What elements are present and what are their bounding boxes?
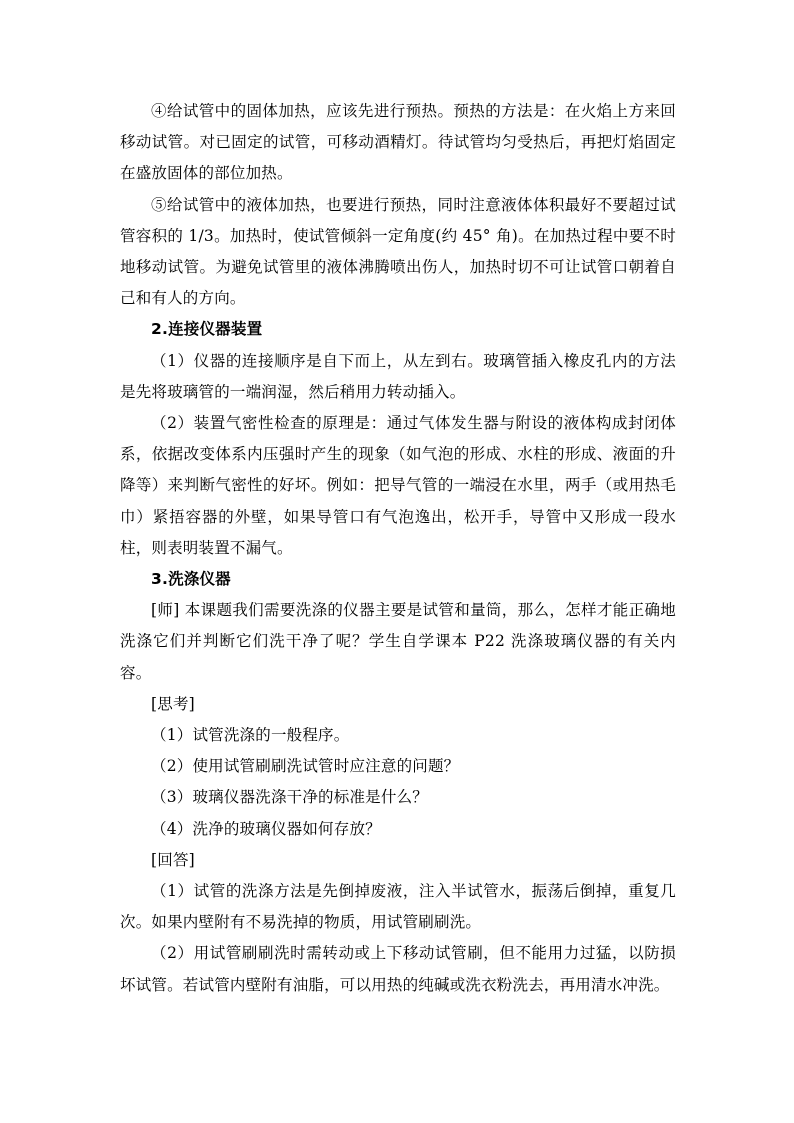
paragraph-airtightness-check: （2）装置气密性检查的原理是：通过气体发生器与附设的液体构成封闭体系，依据改变体系内压强时产生的现象（如气泡的形成、水柱的形成、液面的升降等）来判断气密性的好坏。例如：把导气管的一端浸在水里，两手（或用热毛巾）紧捂容器的外壁，如果导管口有气泡逸出，松开手，导管中又形成一段水柱，则表明装置不漏气。 xyxy=(120,414,676,557)
paragraph-connection-order: （1）仪器的连接顺序是自下而上，从左到右。玻璃管插入橡皮孔内的方法是先将玻璃管的一端润湿，然后稍用力转动插入。 xyxy=(120,351,676,401)
label-think: [思考] xyxy=(151,694,195,713)
section-heading-connect-apparatus: 2.连接仪器装置 xyxy=(151,320,263,339)
question-item-4: （4）洗净的玻璃仪器如何存放？ xyxy=(151,819,381,838)
paragraph-teacher-intro: [师] 本课题我们需要洗涤的仪器主要是试管和量筒，那么，怎样才能正确地洗涤它们并判断它们洗干净了呢？学生自学课本 P22 洗涤玻璃仪器的有关内容。 xyxy=(120,601,676,682)
question-item-1: （1）试管洗涤的一般程序。 xyxy=(151,726,350,745)
answer-item-1: （1）试管的洗涤方法是先倒掉废液，注入半试管水，振荡后倒掉，重复几次。如果内壁附有不易洗掉的物质，用试管刷刷洗。 xyxy=(120,882,676,932)
question-item-3: （3）玻璃仪器洗涤干净的标准是什么？ xyxy=(151,788,428,807)
document-body xyxy=(120,96,676,1001)
paragraph-liquid-heating: ⑤给试管中的液体加热，也要进行预热，同时注意液体体积最好不要超过试管容积的 1/3。加热时，使试管倾斜一定角度(约 45° 角)。在加热过程中要不时地移动试管。为避免试管里的液体沸腾喷出伤人，加热时切不可让试管口朝着自己和有人的方向。 xyxy=(120,195,676,308)
section-heading-wash-apparatus: 3.洗涤仪器 xyxy=(151,570,231,589)
paragraph-solid-heating: ④给试管中的固体加热，应该先进行预热。预热的方法是：在火焰上方来回移动试管。对已固定的试管，可移动酒精灯。待试管均匀受热后，再把灯焰固定在盛放固体的部位加热。 xyxy=(120,102,676,183)
answer-item-2: （2）用试管刷刷洗时需转动或上下移动试管刷，但不能用力过猛，以防损坏试管。若试管内壁附有油脂，可以用热的纯碱或洗衣粉洗去，再用清水冲洗。 xyxy=(120,944,676,994)
question-item-2: （2）使用试管刷刷洗试管时应注意的问题？ xyxy=(151,757,460,776)
label-answer: [回答] xyxy=(151,850,195,869)
